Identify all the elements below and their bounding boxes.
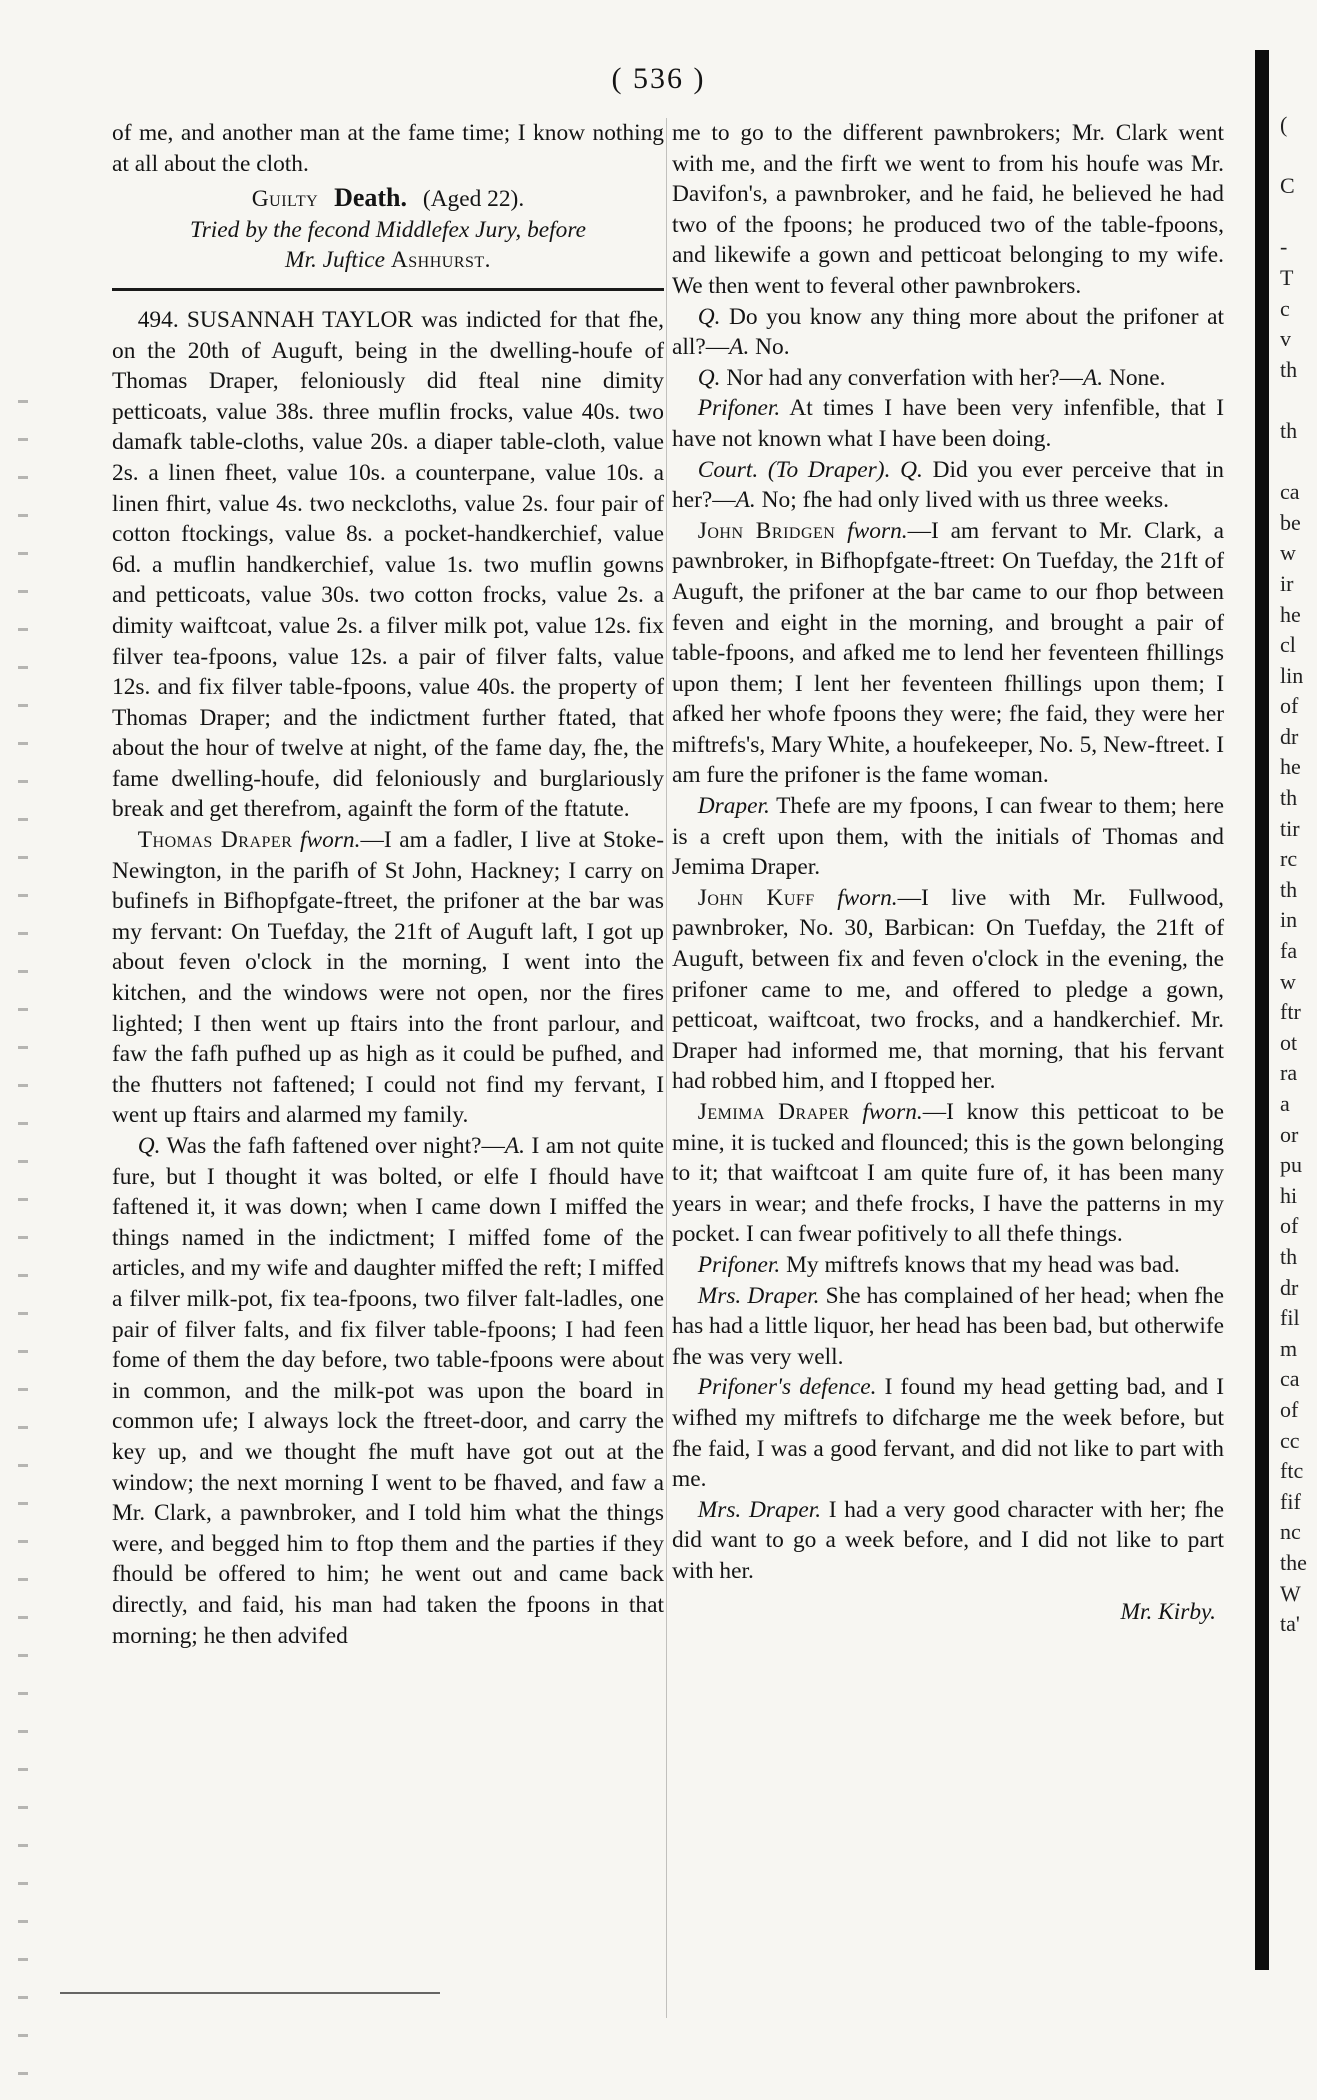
next-page-fragment-line: - <box>1280 234 1288 260</box>
question-label: Q. <box>697 303 721 330</box>
sworn-label: fworn. <box>847 517 908 544</box>
sworn-label: fworn. <box>299 827 361 854</box>
answer-label: A. <box>504 1133 526 1159</box>
mrs-draper-statement-1 <box>672 1281 1224 1373</box>
testimony-text: —I am fervant to Mr. Clark, a pawnbroker, in Bifhopfgate-ftreet: On Tuefday, the 21ft of Auguft, the prifoner at the bar came to our fhop between feven and eight in the morning, and brought a pair of table-fpoons, and afked me to lend her feventeen fhillings upon them; I lent her feventeen fhillings upon them; I afked her whofe fpoons they were; fhe faid, they were her miftrefs's, Mary White, a houfekeeper, No. 5, New-ftreet. I am fure the prifoner is the fame woman. <box>672 517 1224 789</box>
next-page-fragment-line: he <box>1280 754 1301 780</box>
next-page-fragment-line <box>1280 447 1317 478</box>
left-column <box>112 118 664 1651</box>
next-page-fragment-line: fif <box>1280 1488 1301 1514</box>
question-text: Do you know any thing more about the prifoner at all?— <box>672 303 1224 361</box>
question-answer-2 <box>672 363 1224 394</box>
next-page-fragment-line <box>1280 141 1317 172</box>
answer-text: No; fhe had only lived with us three weeks. <box>761 487 1169 514</box>
statement-text: She has complained of her head; when fhe has had a little liquor, her head has been bad, but otherwife fhe was very well. <box>672 1282 1224 1370</box>
next-page-fragment-line: ta' <box>1280 1611 1300 1637</box>
question-label: Q. <box>137 1133 161 1159</box>
answer-text: I am not quite fure, but I thought it was bolted, or elfe I fhould have faftened it, it was down; when I came down I miffed the things named in the indictment; I miffed fome of the articles, and my wife and daughter miffed the reft; I miffed a filver milk-pot, fix tea-fpoons, two filver falt-ladles, one pair of filver falts, and fix filver table-fpoons; I had feen fome of them the day before, two table-fpoons were about in common, and the milk-pot was upon the board in common ufe; I always lock the ftreet-door, and carry the key up, and we thought fhe muft have got out at the window; the next morning I went to be fhaved, and faw a Mr. Clark, a pawnbroker, and I told him what the things were, and begged him to ftop them and the parties if they fhould be offered to him; he went out and came back directly, and faid, his man had taken the fpoons in that morning; he then advifed <box>112 1133 664 1649</box>
next-page-fragment-line: fil <box>1280 1305 1300 1331</box>
witness-name: Jemima Draper <box>697 1099 850 1125</box>
question-label: Q. <box>900 456 923 483</box>
next-page-fragment-line <box>1280 385 1317 416</box>
speaker-label: Prifoner. <box>697 395 781 422</box>
next-page-fragment-line: lin <box>1280 662 1304 688</box>
witness-name: John Kuff <box>697 884 815 911</box>
tried-mr: Mr. Juftice <box>284 247 385 274</box>
testimony-text: —I live with Mr. Fullwood, pawnbroker, No. 30, Barbican: On Tuefday, the 21ft of Auguft, between fix and feven o'clock in the evening, the prifoner came to me, and offered to pledge a gown, petticoat, waiftcoat, two frocks, and a handkerchief. Mr. Draper had informed me, that morning, that his fervant had robbed him, and I ftopped her. <box>672 884 1224 1095</box>
answer-text: No. <box>755 334 790 361</box>
verdict-guilty: Guilty <box>251 186 319 213</box>
next-page-fragment-line: th <box>1280 356 1298 382</box>
kuff-testimony <box>672 883 1224 1097</box>
column-divider <box>666 118 667 2018</box>
next-page-fragment-line: ot <box>1280 1029 1298 1055</box>
next-page-fragment-line: in <box>1280 907 1298 933</box>
question-text: Was the fafh faftened over night?— <box>166 1133 505 1159</box>
witness-name: John Bridgen <box>697 517 836 544</box>
next-page-fragment-line: of <box>1280 693 1299 719</box>
next-page-fragment-line: ca <box>1280 479 1300 505</box>
speaker-label: Court. (To Draper). <box>697 456 891 483</box>
next-page-fragment-line: of <box>1280 1396 1299 1422</box>
next-page-fragment-line: th <box>1280 417 1298 443</box>
prisoner-statement-2 <box>672 1250 1224 1281</box>
statement-text: At times I have been very infenfible, that I have not known what I have been doing. <box>672 395 1224 452</box>
next-page-fragment-line: ca <box>1280 1366 1300 1392</box>
next-page-fragment-line: w <box>1280 968 1296 994</box>
next-page-fragment-line: the <box>1280 1549 1307 1575</box>
next-page-fragment-line: th <box>1280 1243 1298 1269</box>
answer-label: A. <box>729 334 750 361</box>
bottom-rule <box>60 1992 440 1994</box>
question-label: Q. <box>697 364 721 391</box>
next-page-fragment-line: th <box>1280 876 1298 902</box>
testimony-text: —I am a fadler, I live at Stoke-Newington, in the parifh of St John, Hackney; I carry on bufinefs in Bifhopfgate-ftreet, the prifoner at the bar was my fervant: On Tuefday, the 21ft of Auguft laft, I got up about feven o'clock in the morning, I went into the kitchen, and the windows were not open, nor the fires lighted; I then went up ftairs into the front parlour, and faw the fafh pufhed up as high as it could be pufhed, and the fhutters not faftened; I could not find my fervant, I went up ftairs and alarmed my family. <box>112 827 664 1129</box>
next-page-fragment-line: T <box>1280 264 1294 290</box>
bridgen-testimony <box>672 516 1224 791</box>
next-page-fragment-line: hi <box>1280 1182 1298 1208</box>
prisoner-defence <box>672 1372 1224 1494</box>
court-question <box>672 455 1224 516</box>
next-page-fragment-line: he <box>1280 601 1301 627</box>
next-page-fragment-line: rc <box>1280 846 1298 872</box>
continued-testimony: me to go to the different pawnbrokers; Mr. Clark went with me, and the firft we went to from his houfe was Mr. Davifon's, a pawnbroker, and he faid, he believed he had two of the fpoons; he produced two of the table-fpoons, and likewife a gown and petticoat belonging to my wife. We then went to feveral other pawnbrokers. <box>672 120 1224 299</box>
next-page-fragment-line: W <box>1280 1580 1301 1606</box>
defendant-name: SUSANNAH TAYLOR <box>186 306 413 333</box>
speaker-label: Mrs. Draper. <box>697 1282 820 1309</box>
next-page-fragment-line: m <box>1280 1335 1298 1361</box>
sworn-label: fworn. <box>837 884 898 911</box>
draper-statement <box>672 791 1224 883</box>
statement-text: Thefe are my fpoons, I can fwear to them; here is a creft upon them, with the initials of Thomas and Jemima Draper. <box>672 793 1224 881</box>
next-page-fragment-line: dr <box>1280 723 1299 749</box>
next-page-fragment-line: ir <box>1280 570 1294 596</box>
next-page-fragment-line: v <box>1280 326 1291 352</box>
next-page-fragment-line: ra <box>1280 1060 1298 1086</box>
next-page-fragment-line: fa <box>1280 938 1298 964</box>
next-page-fragment-line: w <box>1280 540 1296 566</box>
indictment-text: was indicted for that fhe, on the 20th of Auguft, being in the dwelling-houfe of Thomas Draper, feloniously did fteal nine dimity petticoats, value 38s. three muflin frocks, value 40s. two damafk table-cloths, value 20s. a diaper table-cloth, value 2s. a linen fheet, value 10s. a counterpane, value 10s. a linen fhirt, value 4s. two neckcloths, value 2s. four pair of cotton ftockings, value 8s. a pocket-handkerchief, value 6d. a muflin handkerchief, value 1s. two muflin gowns and petticoats, value 30s. two cotton frocks, value 2s. a dimity waiftcoat, value 2s. a filver milk pot, value 12s. fix filver tea-fpoons, value 12s. a pair of filver falts, value 12s. and fix filver table-fpoons, value 40s. the property of Thomas Draper; and the indictment further ftated, that about the hour of twelve at night, of the fame day, fhe, the fame dwelling-houfe, did feloniously and burglariously break and get therefrom, againft the form of the ftatute. <box>112 306 664 823</box>
case-number: 494. <box>137 306 179 333</box>
question-text: Nor had any converfation with her?— <box>726 364 1083 391</box>
verdict-line <box>112 183 664 215</box>
previous-case-ending: of me, and another man at the fame time; I know nothing at all about the cloth. <box>112 120 664 177</box>
next-page-fragment-line: tir <box>1280 815 1300 841</box>
statement-text: I had a very good character with her; fhe did want to go a week before, and I did not like to part with her. <box>672 1496 1224 1584</box>
next-page-fragment-line: a <box>1280 1091 1290 1116</box>
page-number: ( 536 ) <box>611 62 706 95</box>
book-binding-edge <box>1255 50 1269 1970</box>
question-answer <box>112 1131 664 1651</box>
margin-speckles <box>18 400 28 2100</box>
next-page-fragment-line: of <box>1280 1213 1299 1239</box>
next-page-fragment-line: ( <box>1280 112 1288 137</box>
verdict-death: Death. <box>334 183 407 213</box>
speaker-label: Prifoner. <box>697 1251 781 1278</box>
answer-label: A. <box>735 487 756 514</box>
next-page-fragment-line: dr <box>1280 1274 1299 1300</box>
verdict-age: (Aged 22). <box>422 186 525 213</box>
jemima-testimony <box>672 1097 1224 1250</box>
statement-text: I found my head getting bad, and I wifhed my miftrefs to difcharge me the week before, but fhe faid, I was a good fervant, and did not like to part with me. <box>672 1374 1225 1493</box>
statement-text: My miftrefs knows that my head was bad. <box>786 1251 1180 1278</box>
speaker-label: Mrs. Draper. <box>697 1496 822 1523</box>
prisoner-statement <box>672 393 1224 454</box>
question-answer-1 <box>672 302 1224 363</box>
next-page-fragment-line: c <box>1280 295 1290 321</box>
speaker-label: Draper. <box>697 793 770 820</box>
draper-testimony <box>112 825 664 1131</box>
next-page-fragment-line: nc <box>1280 1519 1301 1545</box>
tried-line: Tried by the fecond Middlefex Jury, before <box>189 216 586 243</box>
witness-name: Thomas Draper <box>137 827 293 854</box>
next-page-fragment-line: cl <box>1280 632 1296 658</box>
next-page-fragment-line: pu <box>1280 1152 1302 1178</box>
sworn-label: fworn. <box>862 1099 923 1125</box>
mrs-draper-statement-2 <box>672 1495 1224 1587</box>
reporter-signature: Mr. Kirby. <box>1120 1598 1216 1625</box>
next-page-fragment-line: ftc <box>1280 1458 1304 1484</box>
next-page-fragment-line: cc <box>1280 1427 1300 1453</box>
speaker-label: Prifoner's defence. <box>697 1374 877 1401</box>
testimony-text: —I know this petticoat to be mine, it is tucked and flounced; this is the gown belonging to it; that waiftcoat I am quite fure of, it has been many years in wear; and thefe frocks, I have the patterns in my pocket. I can fwear pofitively to all thefe things. <box>672 1099 1224 1248</box>
answer-label: A. <box>1082 364 1104 391</box>
judge-name: Ashhurst. <box>390 247 492 274</box>
next-page-fragment-line: th <box>1280 785 1298 811</box>
case-separator-rule <box>112 288 664 291</box>
right-column <box>672 118 1224 1627</box>
next-page-fragment-line <box>1280 202 1317 233</box>
next-page-fragment-line: be <box>1280 509 1301 535</box>
next-page-fragment-line: ftr <box>1280 999 1301 1025</box>
next-page-fragment-line: or <box>1280 1121 1299 1147</box>
next-page-fragment <box>1280 110 1317 1640</box>
answer-text: None. <box>1108 364 1166 391</box>
next-page-fragment-line: C <box>1280 173 1295 199</box>
indictment-paragraph <box>112 305 664 825</box>
question-text: Did you ever perceive that in her?— <box>672 456 1224 514</box>
tried-judge-line <box>112 245 664 276</box>
